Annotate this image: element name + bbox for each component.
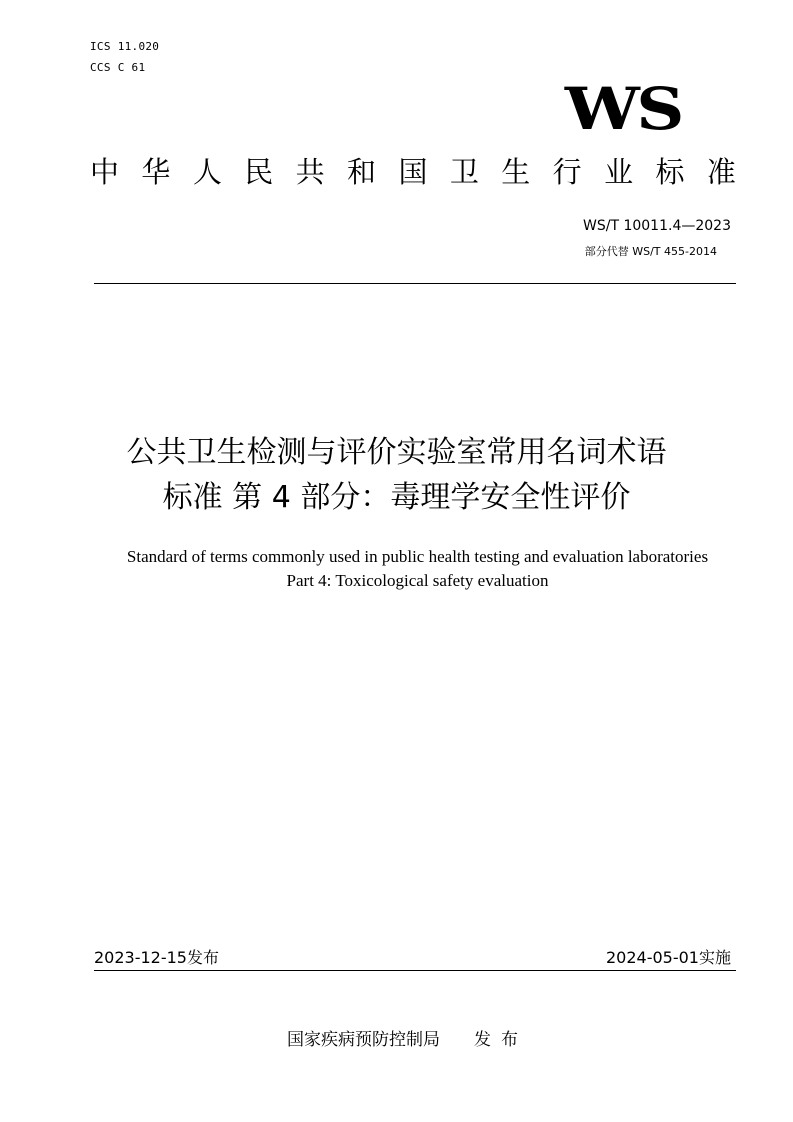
issuer-name: 国家疾病预防控制局: [287, 1030, 440, 1050]
title-zh-line-1: 公共卫生检测与评价实验室常用名词术语: [126, 435, 667, 470]
heading-char: 行: [552, 155, 582, 189]
heading-char: 共: [295, 155, 325, 189]
title-zh-line-2: 标准 第 4 部分：毒理学安全性评价: [162, 480, 631, 515]
ics-code: ICS 11.020: [90, 40, 160, 53]
issuer-line: [287, 1025, 528, 1050]
standard-category-heading: [90, 152, 736, 192]
heading-char: 和: [347, 155, 377, 189]
heading-char: 业: [604, 155, 634, 189]
heading-char: 准: [706, 155, 736, 189]
footer-divider: [94, 970, 736, 971]
heading-char: 人: [192, 155, 222, 189]
ws-logo: WS: [564, 75, 681, 143]
standard-number: WS/T 10011.4—2023: [583, 218, 731, 234]
issuer-action: 发布: [474, 1030, 528, 1050]
heading-char: 生: [501, 155, 531, 189]
heading-char: 华: [141, 155, 171, 189]
replaces-note: 部分代替 WS/T 455-2014: [584, 245, 717, 258]
heading-char: 民: [244, 155, 274, 189]
title-en-line-1: Standard of terms commonly used in public health testing and evaluation laboratories: [126, 547, 709, 566]
heading-char: 卫: [449, 155, 479, 189]
heading-char: 国: [398, 155, 428, 189]
issue-date: 2023-12-15发布: [94, 948, 219, 967]
heading-char: 中: [90, 155, 120, 189]
ccs-code: CCS C 61: [90, 61, 146, 74]
header-divider: [94, 283, 736, 284]
heading-char: 标: [655, 155, 685, 189]
title-en-line-2: Part 4: Toxicological safety evaluation: [286, 571, 549, 590]
implementation-date: 2024-05-01实施: [606, 948, 731, 967]
